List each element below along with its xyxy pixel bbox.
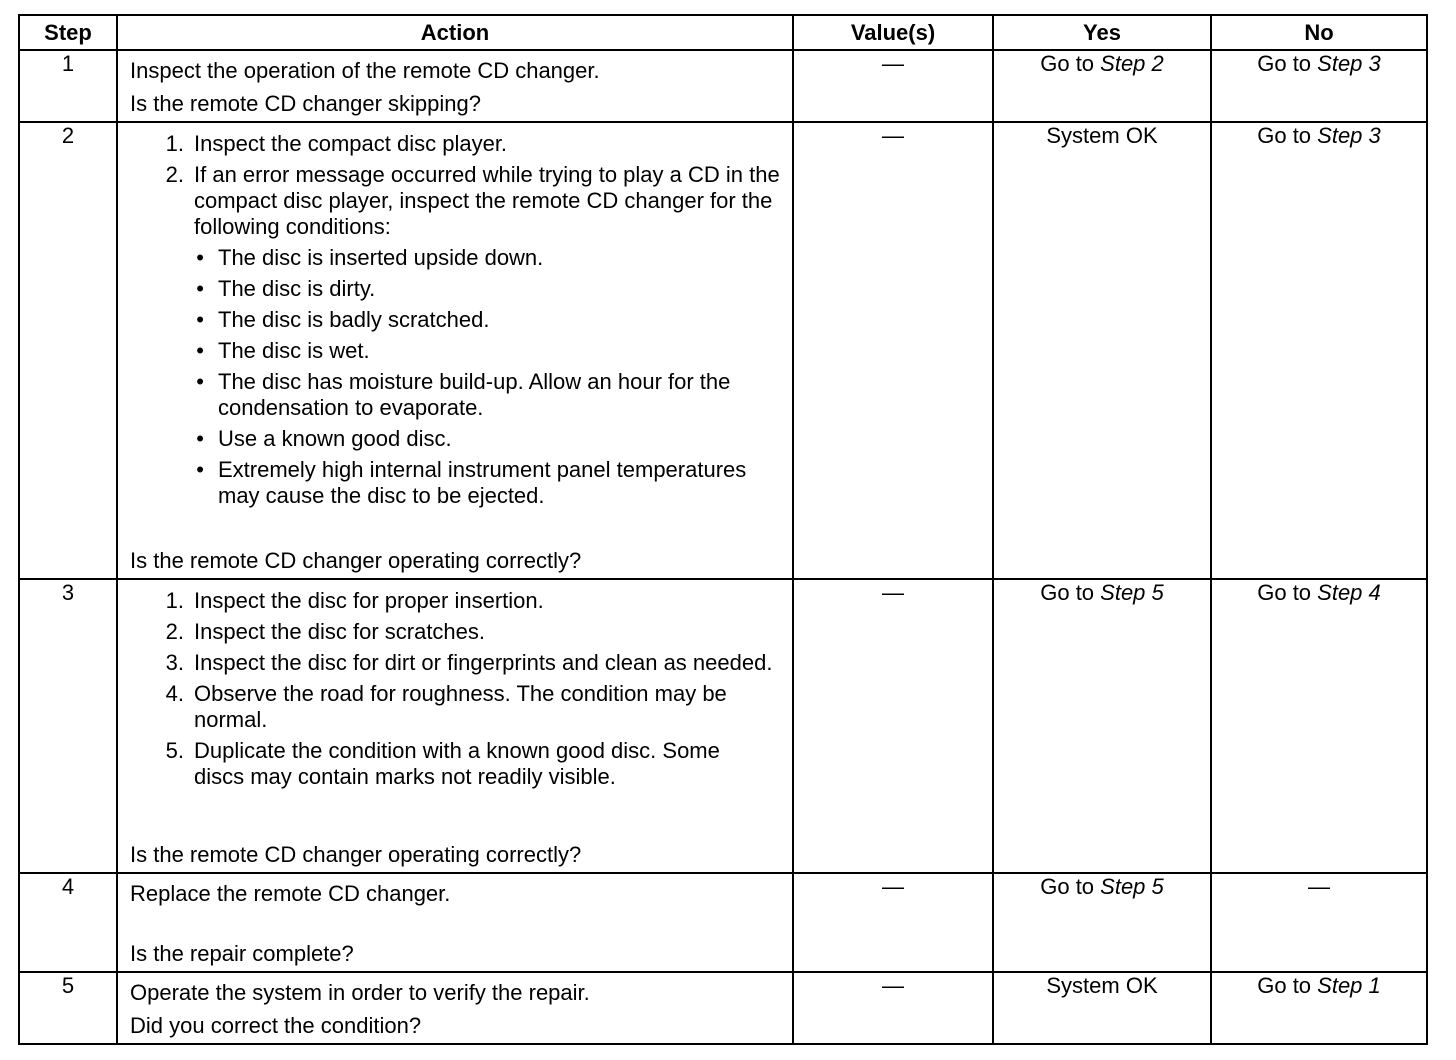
yes-cell <box>993 873 1211 972</box>
no-step-link: Step 4 <box>1317 580 1381 605</box>
action-text: Operate the system in order to verify the repair. <box>130 980 590 1005</box>
no-prefix: Go to <box>1257 51 1318 76</box>
value-cell: — <box>793 122 993 579</box>
step-row-1 <box>19 50 1427 122</box>
no-step-link: Step 1 <box>1317 973 1381 998</box>
yes-cell: System OK <box>993 972 1211 1044</box>
question-text: Is the remote CD changer operating correctly? <box>130 548 582 573</box>
diagnostic-table <box>18 14 1428 1045</box>
numbered-item: 1. Inspect the compact disc player. <box>165 131 508 156</box>
action-cell <box>117 122 793 579</box>
bullet-item: • Extremely high internal instrument panel temperatures may cause the disc to be ejected. <box>196 457 747 508</box>
numbered-item: 4. Observe the road for roughness. The condition may be normal. <box>165 681 727 732</box>
no-cell <box>1211 122 1427 579</box>
step-row-2 <box>19 122 1427 579</box>
bullet-item: • The disc is wet. <box>196 338 370 363</box>
value-cell: — <box>793 873 993 972</box>
step-row-4 <box>19 873 1427 972</box>
no-cell: — <box>1211 873 1427 972</box>
step-row-3 <box>19 579 1427 873</box>
action-cell <box>117 972 793 1044</box>
no-prefix: Go to <box>1257 580 1318 605</box>
numbered-item: 3. Inspect the disc for dirt or fingerprints and clean as needed. <box>165 650 773 675</box>
step-number: 2 <box>19 122 117 579</box>
step-number: 3 <box>19 579 117 873</box>
header-step: Step <box>19 15 117 50</box>
step-number: 5 <box>19 972 117 1044</box>
no-prefix: Go to <box>1257 973 1318 998</box>
value-cell: — <box>793 579 993 873</box>
no-cell <box>1211 972 1427 1044</box>
yes-step-link: Step 2 <box>1100 51 1164 76</box>
header-values: Value(s) <box>793 15 993 50</box>
no-step-link: Step 3 <box>1317 51 1381 76</box>
yes-prefix: Go to <box>1040 580 1101 605</box>
value-cell: — <box>793 50 993 122</box>
header-row <box>19 15 1427 50</box>
numbered-item: 1. Inspect the disc for proper insertion. <box>165 588 544 613</box>
yes-cell <box>993 50 1211 122</box>
yes-prefix: Go to <box>1040 874 1101 899</box>
action-cell <box>117 873 793 972</box>
question-text: Is the remote CD changer operating correctly? <box>130 842 582 867</box>
yes-prefix: Go to <box>1040 51 1101 76</box>
step-number: 4 <box>19 873 117 972</box>
no-cell <box>1211 50 1427 122</box>
step-row-5 <box>19 972 1427 1044</box>
numbered-item: 5. Duplicate the condition with a known good disc. Some discs may contain marks not readily visible. <box>165 738 720 789</box>
bullet-item: • The disc is badly scratched. <box>196 307 490 332</box>
bullet-item: • The disc is dirty. <box>196 276 376 301</box>
step-number: 1 <box>19 50 117 122</box>
no-cell <box>1211 579 1427 873</box>
bullet-item: • The disc has moisture build-up. Allow an hour for the condensation to evaporate. <box>196 369 731 420</box>
no-prefix: Go to <box>1257 123 1318 148</box>
yes-step-link: Step 5 <box>1100 874 1164 899</box>
value-cell: — <box>793 972 993 1044</box>
yes-cell: System OK <box>993 122 1211 579</box>
question-text: Is the remote CD changer skipping? <box>130 91 481 116</box>
numbered-item: 2. If an error message occurred while trying to play a CD in the compact disc player, inspect the remote CD changer for the following conditions: <box>165 162 780 239</box>
bullet-item: • Use a known good disc. <box>196 426 452 451</box>
action-text: Inspect the operation of the remote CD changer. <box>130 58 600 83</box>
action-text: Replace the remote CD changer. <box>130 881 451 906</box>
bullet-item: • The disc is inserted upside down. <box>196 245 544 270</box>
header-action: Action <box>117 15 793 50</box>
numbered-item: 2. Inspect the disc for scratches. <box>165 619 486 644</box>
action-cell <box>117 50 793 122</box>
yes-cell <box>993 579 1211 873</box>
question-text: Is the repair complete? <box>130 941 354 966</box>
action-cell <box>117 579 793 873</box>
yes-step-link: Step 5 <box>1100 580 1164 605</box>
question-text: Did you correct the condition? <box>130 1013 422 1038</box>
header-yes: Yes <box>993 15 1211 50</box>
header-no: No <box>1211 15 1427 50</box>
no-step-link: Step 3 <box>1317 123 1381 148</box>
